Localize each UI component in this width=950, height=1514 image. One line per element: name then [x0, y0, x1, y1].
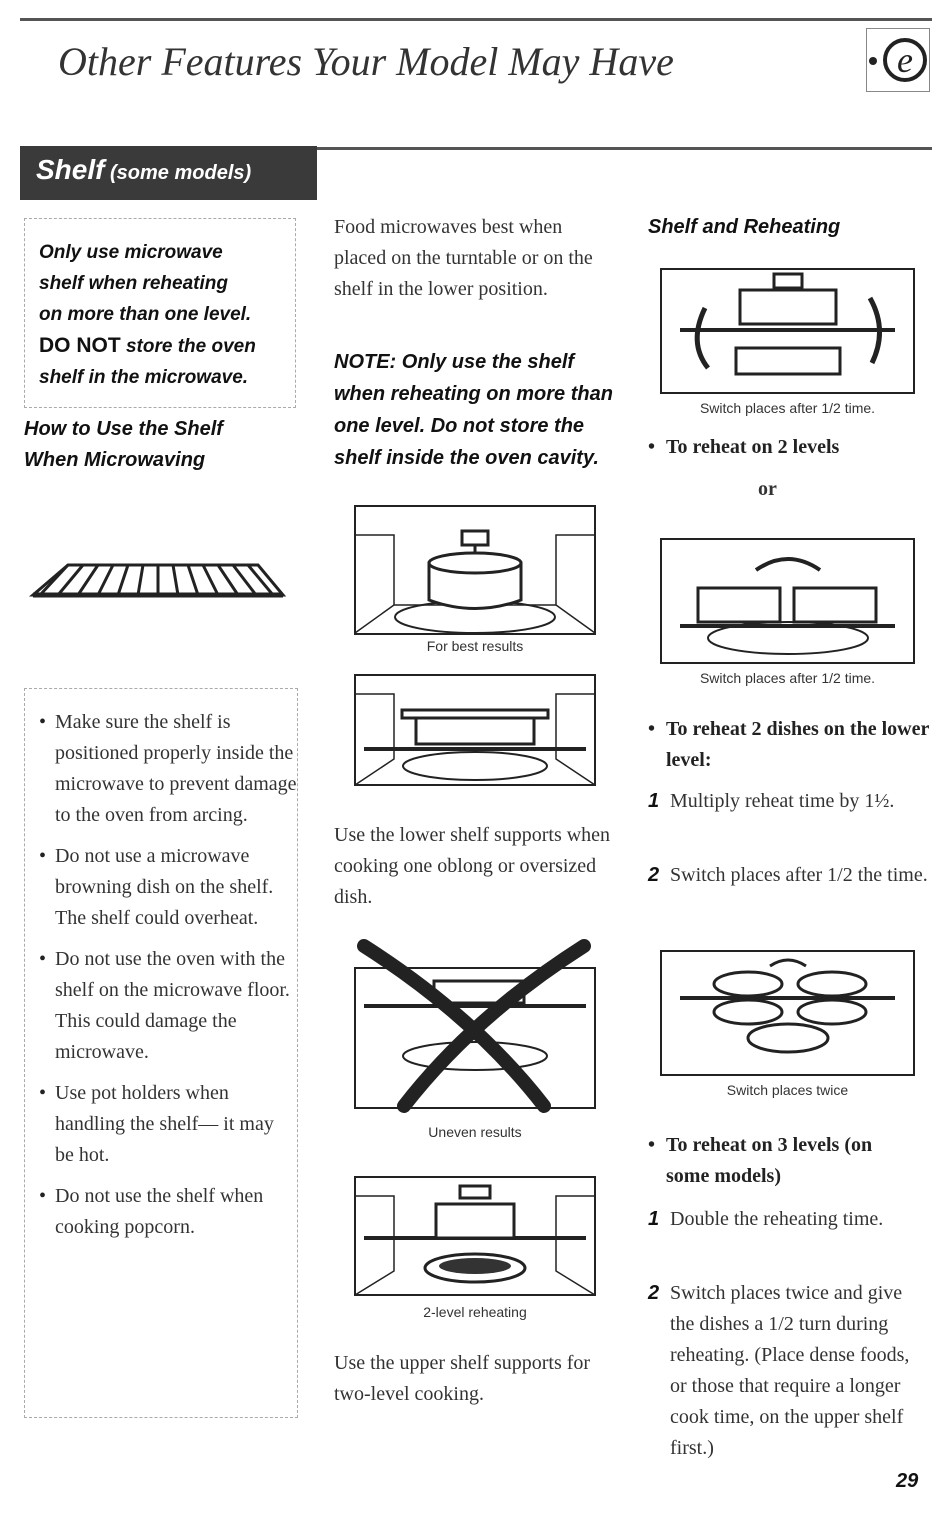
section-rule	[317, 147, 932, 150]
step-text: Switch places twice and give the dishes a 1/2 turn during reheating. (Place dense foods, or those that require a longer cook time, on the upper shelf first.)	[670, 1282, 910, 1459]
logo-letter: e	[897, 40, 913, 80]
uneven-results-illustration	[344, 936, 606, 1116]
section-title: Shelf	[36, 154, 105, 185]
bullet-three-levels: • To reheat on 3 levels (on some models)	[648, 1130, 906, 1192]
step-number: 1	[648, 1208, 660, 1230]
step-number: 1	[648, 790, 660, 812]
step-number: 2	[648, 864, 660, 886]
oblong-dish-illustration	[354, 674, 596, 786]
caption-best-results: For best results	[426, 638, 524, 654]
lower-shelf-text: Use the lower shelf supports when cooking one oblong or oversized dish.	[334, 824, 611, 908]
three-level-dishes-illustration	[660, 950, 915, 1076]
step-text: Double the reheating time.	[670, 1208, 884, 1230]
caption-switch-half-2: Switch places after 1/2 time.	[699, 670, 876, 686]
warning-line: on more than one level.	[39, 304, 252, 325]
warning-line: shelf when reheating	[39, 273, 228, 294]
switch-side-by-side-illustration	[660, 538, 915, 664]
brand-logo	[866, 28, 930, 92]
step-number: 2	[648, 1282, 660, 1304]
safety-tips-box	[24, 688, 298, 1418]
intro-text: Food microwaves best when placed on the turntable or on the shelf in the lower position.	[334, 216, 593, 300]
warning-emphasis: DO NOT	[39, 334, 121, 357]
how-to-heading: How to Use the Shelf When Microwaving	[24, 418, 223, 471]
shelf-reheating-heading: Shelf and Reheating	[648, 216, 841, 238]
warning-box	[24, 218, 296, 408]
tip-item: • Do not use the oven with the shelf on the microwave floor. This could damage the microwave.	[39, 944, 297, 1068]
step-item	[648, 860, 930, 891]
tip-item: • Do not use a microwave browning dish on the shelf. The shelf could overheat.	[39, 841, 297, 934]
section-subtitle: (some models)	[104, 162, 252, 184]
logo-dot	[869, 57, 877, 65]
caption-switch-half-1: Switch places after 1/2 time.	[699, 400, 876, 416]
note-text: NOTE: Only use the shelf when reheating on more than one level. Do not store the shelf inside the oven cavity.	[334, 351, 613, 469]
shelf-illustration	[28, 500, 288, 650]
caption-switch-twice: Switch places twice	[726, 1082, 849, 1098]
step-text: Multiply reheat time by 1½.	[670, 790, 895, 812]
tip-item: • Use pot holders when handling the shelf— it may be hot.	[39, 1078, 297, 1171]
tip-item: • Make sure the shelf is positioned properly inside the microwave to prevent damage to the oven from arcing.	[39, 707, 297, 831]
step-item	[648, 1204, 930, 1235]
bullet-two-levels: • To reheat on 2 levels	[648, 432, 839, 463]
caption-uneven-results: Uneven results	[428, 1124, 522, 1140]
bullet-two-dishes-lower: • To reheat 2 dishes on the lower level:	[648, 714, 946, 776]
header-rule	[20, 18, 932, 21]
caption-two-level: 2-level reheating	[423, 1304, 527, 1320]
step-item	[648, 1278, 930, 1464]
or-text: or	[758, 478, 777, 500]
page-title: Other Features Your Model May Have	[58, 39, 674, 84]
turntable-casserole-illustration	[354, 505, 596, 635]
warning-line: shelf in the microwave.	[39, 367, 249, 388]
step-item	[648, 786, 930, 817]
page-number: 29	[896, 1470, 919, 1492]
warning-line: Only use microwave	[39, 242, 223, 263]
switch-levels-illustration	[660, 268, 915, 394]
tip-item: • Do not use the shelf when cooking popcorn.	[39, 1181, 297, 1243]
step-text: Switch places after 1/2 the time.	[670, 864, 928, 886]
warning-line: store the oven	[120, 336, 256, 357]
section-header	[20, 146, 317, 200]
upper-shelf-text: Use the upper shelf supports for two-level cooking.	[334, 1352, 591, 1405]
two-level-reheating-illustration	[354, 1176, 596, 1296]
